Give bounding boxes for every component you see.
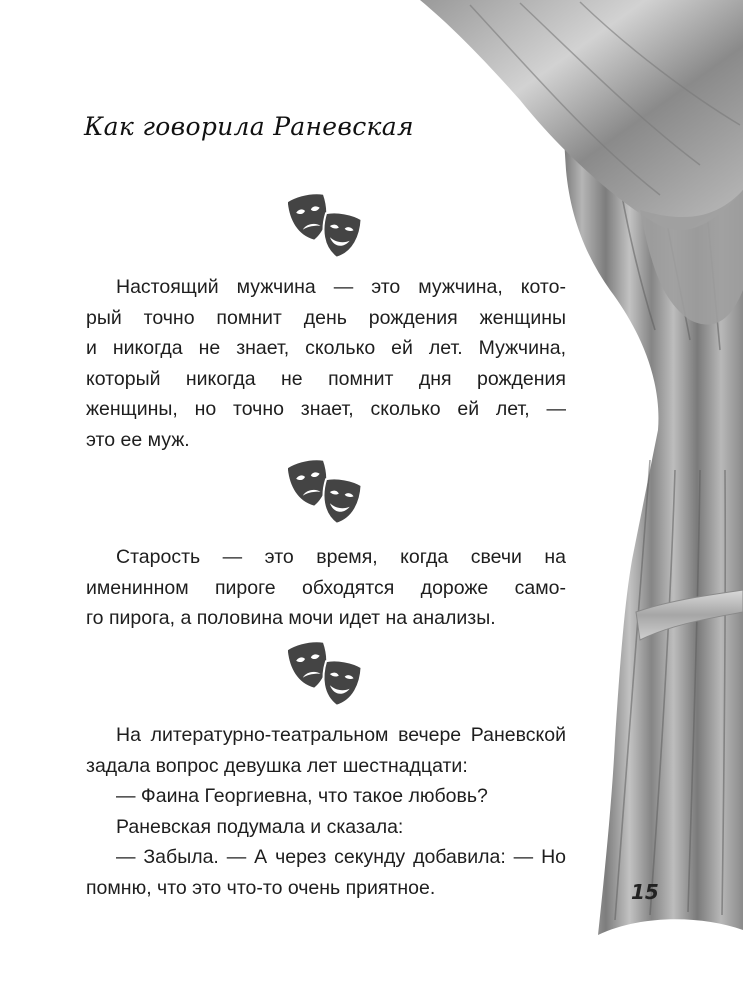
paragraph: — Забыла. — А через секунду добавила: — Но помню, что это что-то очень приятное.: [86, 846, 566, 899]
paragraph: — Фаина Георгиевна, что такое любовь?: [116, 785, 488, 807]
theater-masks-icon: [288, 192, 366, 266]
quote-block: [86, 272, 566, 455]
text-line: это ее муж.: [86, 428, 190, 451]
text-line: Настоящий мужчина — это мужчина, кото-: [116, 276, 566, 298]
theater-masks-icon: [288, 458, 366, 532]
text-line: и никогда не знает, сколько ей лет. Мужчина,: [86, 337, 566, 359]
paragraph: На литературно-театральном вечере Раневской задала вопрос девушка лет шестнадцати:: [86, 724, 566, 777]
text-line: именинном пироге обходятся дороже само-: [86, 576, 566, 599]
text-line: рый точно помнит день рождения женщины: [86, 306, 566, 329]
text-line: который никогда не помнит дня рождения: [86, 367, 566, 390]
page-title: Как говорила Раневская: [84, 112, 414, 141]
paragraph: Раневская подумала и сказала:: [116, 815, 404, 838]
text-line: женщины, но точно знает, сколько ей лет, —: [86, 398, 566, 420]
text-line: Старость — это время, когда свечи на: [116, 546, 566, 568]
quote-block: [86, 542, 566, 634]
page-number: 15: [631, 880, 659, 904]
text-line: го пирога, а половина мочи идет на анализы.: [86, 607, 496, 629]
quote-block: [86, 720, 566, 903]
theater-masks-icon: [288, 640, 366, 714]
